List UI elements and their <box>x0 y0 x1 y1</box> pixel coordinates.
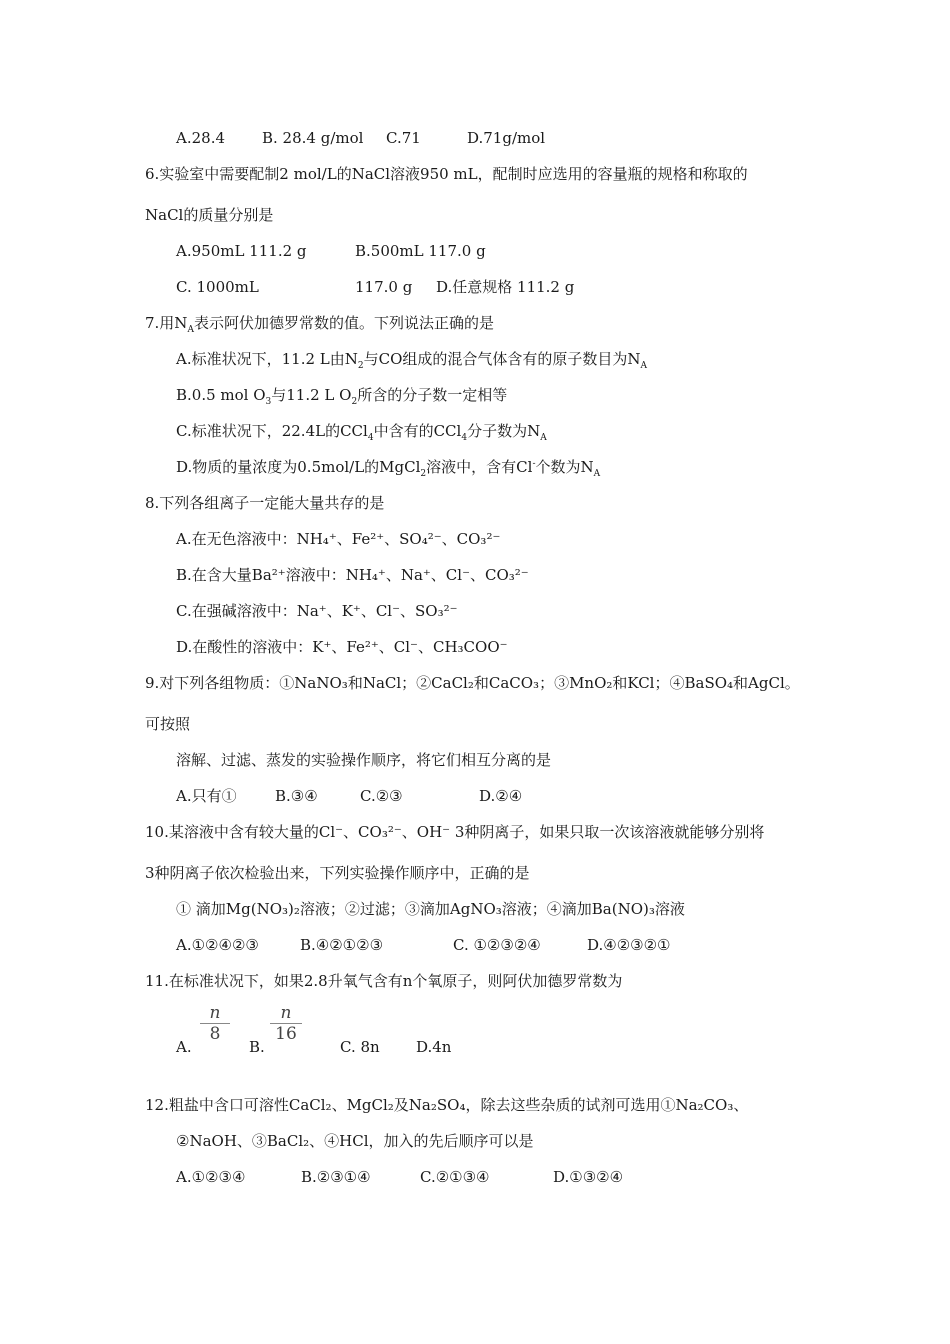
q12-option-d: D.①③②④ <box>553 1168 624 1186</box>
q9-stem-line1: 9.对下列各组物质：①NaNO₃和NaCl；②CaCl₂和CaCO₃；③MnO₂和KCl；④BaSO₄和AgCl。 <box>145 674 800 692</box>
q7-option-a: A.标准状况下，11.2 L由$N_2$与CO组成的混合气体含有的原子数目为$N_A$ <box>176 350 647 371</box>
q11-option-b-fraction: n 16 <box>270 1004 302 1043</box>
q6-option-c-value: 117.0 g <box>355 278 413 296</box>
q6-option-b: B.500mL 117.0 g <box>355 242 486 260</box>
q12-stem-line2: ②NaOH、③BaCl₂、④HCl，加入的先后顺序可以是 <box>176 1132 534 1150</box>
q5-option-a: A.28.4 <box>176 129 225 147</box>
q10-stem-line1: 10.某溶液中含有较大量的Cl⁻、CO₃²⁻、OH⁻ 3种阴离子，如果只取一次该溶液就能够分别将 <box>145 823 765 841</box>
q7-option-d: D.物质的量浓度为0.5mol/L的MgCl$_2$溶液中，含有Cl-个数为$N_A$ <box>176 458 601 479</box>
q6-option-a: A.950mL 111.2 g <box>176 242 307 260</box>
q12-option-b: B.②③①④ <box>301 1168 371 1186</box>
q9-option-c: C.②③ <box>360 787 403 805</box>
q8-stem: 8.下列各组离子一定能大量共存的是 <box>145 494 385 512</box>
q8-option-d: D.在酸性的溶液中：K⁺、Fe²⁺、Cl⁻、CH₃COO⁻ <box>176 638 508 656</box>
q12-option-a: A.①②③④ <box>176 1168 246 1186</box>
q11-option-c: C. 8n <box>340 1038 380 1056</box>
q10-option-b: B.④②①②③ <box>300 936 384 954</box>
q6-stem-line1: 6.实验室中需要配制2 mol/L的NaCl溶液950 mL，配制时应选用的容量瓶的规格和称取的 <box>145 165 748 183</box>
q8-option-c: C.在强碱溶液中：Na⁺、K⁺、Cl⁻、SO₃²⁻ <box>176 602 458 620</box>
q12-option-c: C.②①③④ <box>420 1168 490 1186</box>
q10-option-a: A.①②④②③ <box>176 936 259 954</box>
q9-option-a: A.只有① <box>176 787 237 805</box>
q5-option-c: C.71 <box>386 129 421 147</box>
q8-option-a: A.在无色溶液中：NH₄⁺、Fe²⁺、SO₄²⁻、CO₃²⁻ <box>176 530 501 548</box>
q11-option-d: D.4n <box>416 1038 452 1056</box>
q5-option-d: D.71g/mol <box>467 129 546 147</box>
q9-stem-line3: 溶解、过滤、蒸发的实验操作顺序，将它们相互分离的是 <box>176 751 552 769</box>
q9-option-d: D.②④ <box>479 787 523 805</box>
q9-stem-line2: 可按照 <box>145 715 191 733</box>
q5-option-b: B. 28.4 g/mol <box>262 129 364 147</box>
q9-option-b: B.③④ <box>275 787 318 805</box>
q11-option-a-label: A. <box>176 1038 192 1056</box>
q7-option-b: B.0.5 mol $O_3$与11.2 L $O_2$所含的分子数一定相等 <box>176 386 508 407</box>
q6-option-c: C. 1000mL <box>176 278 259 296</box>
q11-option-a-fraction: n 8 <box>200 1004 230 1043</box>
q10-stem-line3: ① 滴加Mg(NO₃)₂溶液；②过滤；③滴加AgNO₃溶液；④滴加Ba(NO)₃溶液 <box>176 900 685 918</box>
q8-option-b: B.在含大量Ba²⁺溶液中：NH₄⁺、Na⁺、Cl⁻、CO₃²⁻ <box>176 566 529 584</box>
q12-stem-line1: 12.粗盐中含口可溶性CaCl₂、MgCl₂及Na₂SO₄，除去这些杂质的试剂可选用①Na₂CO₃、 <box>145 1096 749 1114</box>
q11-stem: 11.在标准状况下，如果2.8升氧气含有n个氧原子，则阿伏加德罗常数为 <box>145 972 623 990</box>
q6-stem-line2: NaCl的质量分别是 <box>145 206 274 224</box>
q10-stem-line2: 3种阴离子依次检验出来，下列实验操作顺序中，正确的是 <box>145 864 530 882</box>
q10-option-d: D.④②③②① <box>587 936 671 954</box>
q10-option-c: C. ①②③②④ <box>453 936 541 954</box>
q7-stem: 7.用$N_A$表示阿伏加德罗常数的值。下列说法正确的是 <box>145 314 494 335</box>
q6-option-d: D.任意规格 111.2 g <box>436 278 575 296</box>
q7-option-c: C.标准状况下，22.4L的CCl$_4$中含有的CCl$_4$分子数为$N_A$ <box>176 422 547 443</box>
q11-option-b-label: B. <box>249 1038 265 1056</box>
